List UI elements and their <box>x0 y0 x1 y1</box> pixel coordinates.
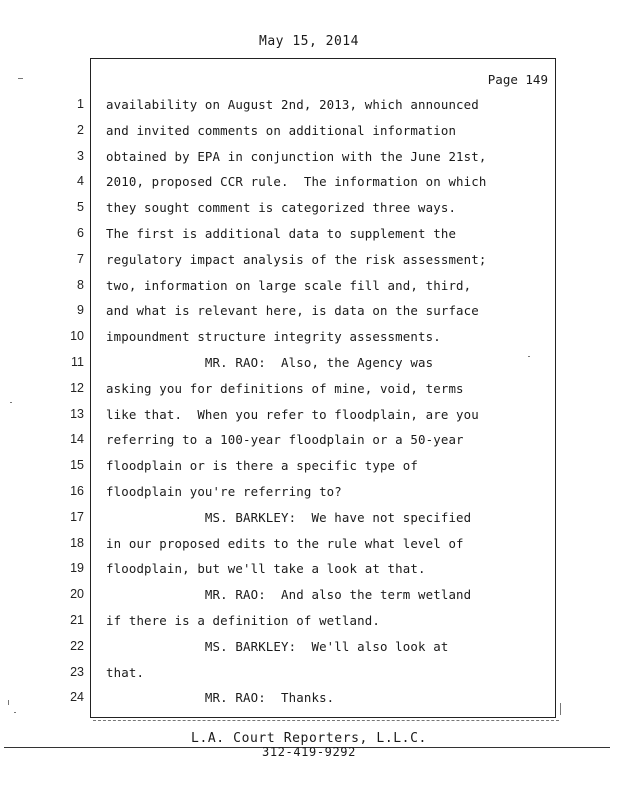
transcript-line: MR. RAO: Also, the Agency was <box>106 354 434 370</box>
line-number: 24 <box>70 690 84 705</box>
line-number: 5 <box>77 200 84 215</box>
scan-speck <box>528 356 530 357</box>
transcript-line: floodplain you're referring to? <box>106 483 342 499</box>
transcript-date: May 15, 2014 <box>259 34 359 49</box>
line-number: 21 <box>70 612 84 627</box>
line-number: 13 <box>70 406 84 421</box>
line-number: 8 <box>77 277 84 292</box>
scan-speck <box>14 712 16 713</box>
transcript-line: The first is additional data to supplement the <box>106 225 457 241</box>
line-number: 15 <box>70 458 84 473</box>
transcript-line: asking you for definitions of mine, void, terms <box>106 380 464 396</box>
line-number: 10 <box>70 329 84 344</box>
line-number: 17 <box>70 509 84 524</box>
line-number: 12 <box>70 380 84 395</box>
footer-phone: 312-419-9292 <box>262 745 356 759</box>
line-number: 11 <box>71 354 84 369</box>
line-number: 16 <box>70 483 84 498</box>
transcript-line: they sought comment is categorized three ways. <box>106 200 457 216</box>
line-number: 18 <box>70 535 84 550</box>
transcript-line: 2010, proposed CCR rule. The information on which <box>106 174 487 190</box>
line-number: 2 <box>77 122 84 137</box>
transcript-body <box>106 92 546 711</box>
line-number: 22 <box>70 638 84 653</box>
transcript-line: that. <box>106 664 145 680</box>
page-frame-shadow <box>93 716 559 721</box>
transcript-line: floodplain or is there a specific type of <box>106 458 419 474</box>
transcript-line: obtained by EPA in conjunction with the June 21st, <box>106 148 487 164</box>
line-number: 7 <box>77 251 84 266</box>
transcript-line: floodplain, but we'll take a look at that. <box>106 561 426 577</box>
transcript-line: referring to a 100-year floodplain or a 50-year <box>106 432 464 448</box>
transcript-line: if there is a definition of wetland. <box>106 612 380 628</box>
line-number: 19 <box>70 561 84 576</box>
transcript-line: MR. RAO: And also the term wetland <box>106 587 472 603</box>
transcript-line: and what is relevant here, is data on the surface <box>106 303 479 319</box>
transcript-line: availability on August 2nd, 2013, which announced <box>106 97 479 112</box>
transcript-line: impoundment structure integrity assessments. <box>106 329 441 345</box>
transcript-line: regulatory impact analysis of the risk assessment; <box>106 251 487 267</box>
line-number: 3 <box>77 148 84 163</box>
footer-company: L.A. Court Reporters, L.L.C. <box>191 731 427 746</box>
line-number: 23 <box>70 664 84 679</box>
line-number: 14 <box>70 432 84 447</box>
line-number: 6 <box>77 225 84 240</box>
transcript-line: MS. BARKLEY: We'll also look at <box>106 638 449 654</box>
line-number: 9 <box>77 303 84 318</box>
transcript-line: MS. BARKLEY: We have not specified <box>106 509 472 525</box>
line-number: 20 <box>70 587 84 602</box>
transcript-line: like that. When you refer to floodplain, are you <box>106 406 479 422</box>
scan-speck <box>8 700 9 705</box>
transcript-line: MR. RAO: Thanks. <box>106 690 335 706</box>
line-number-column <box>0 92 84 711</box>
transcript-line: and invited comments on additional information <box>106 122 457 138</box>
scan-speck <box>10 402 12 403</box>
page-number: Page 149 <box>487 72 548 87</box>
scan-speck <box>560 703 561 715</box>
transcript-line: in our proposed edits to the rule what level of <box>106 535 464 551</box>
line-number: 1 <box>77 97 84 111</box>
transcript-line: two, information on large scale fill and, third, <box>106 277 472 293</box>
line-number: 4 <box>77 174 84 189</box>
scan-speck <box>18 78 23 79</box>
